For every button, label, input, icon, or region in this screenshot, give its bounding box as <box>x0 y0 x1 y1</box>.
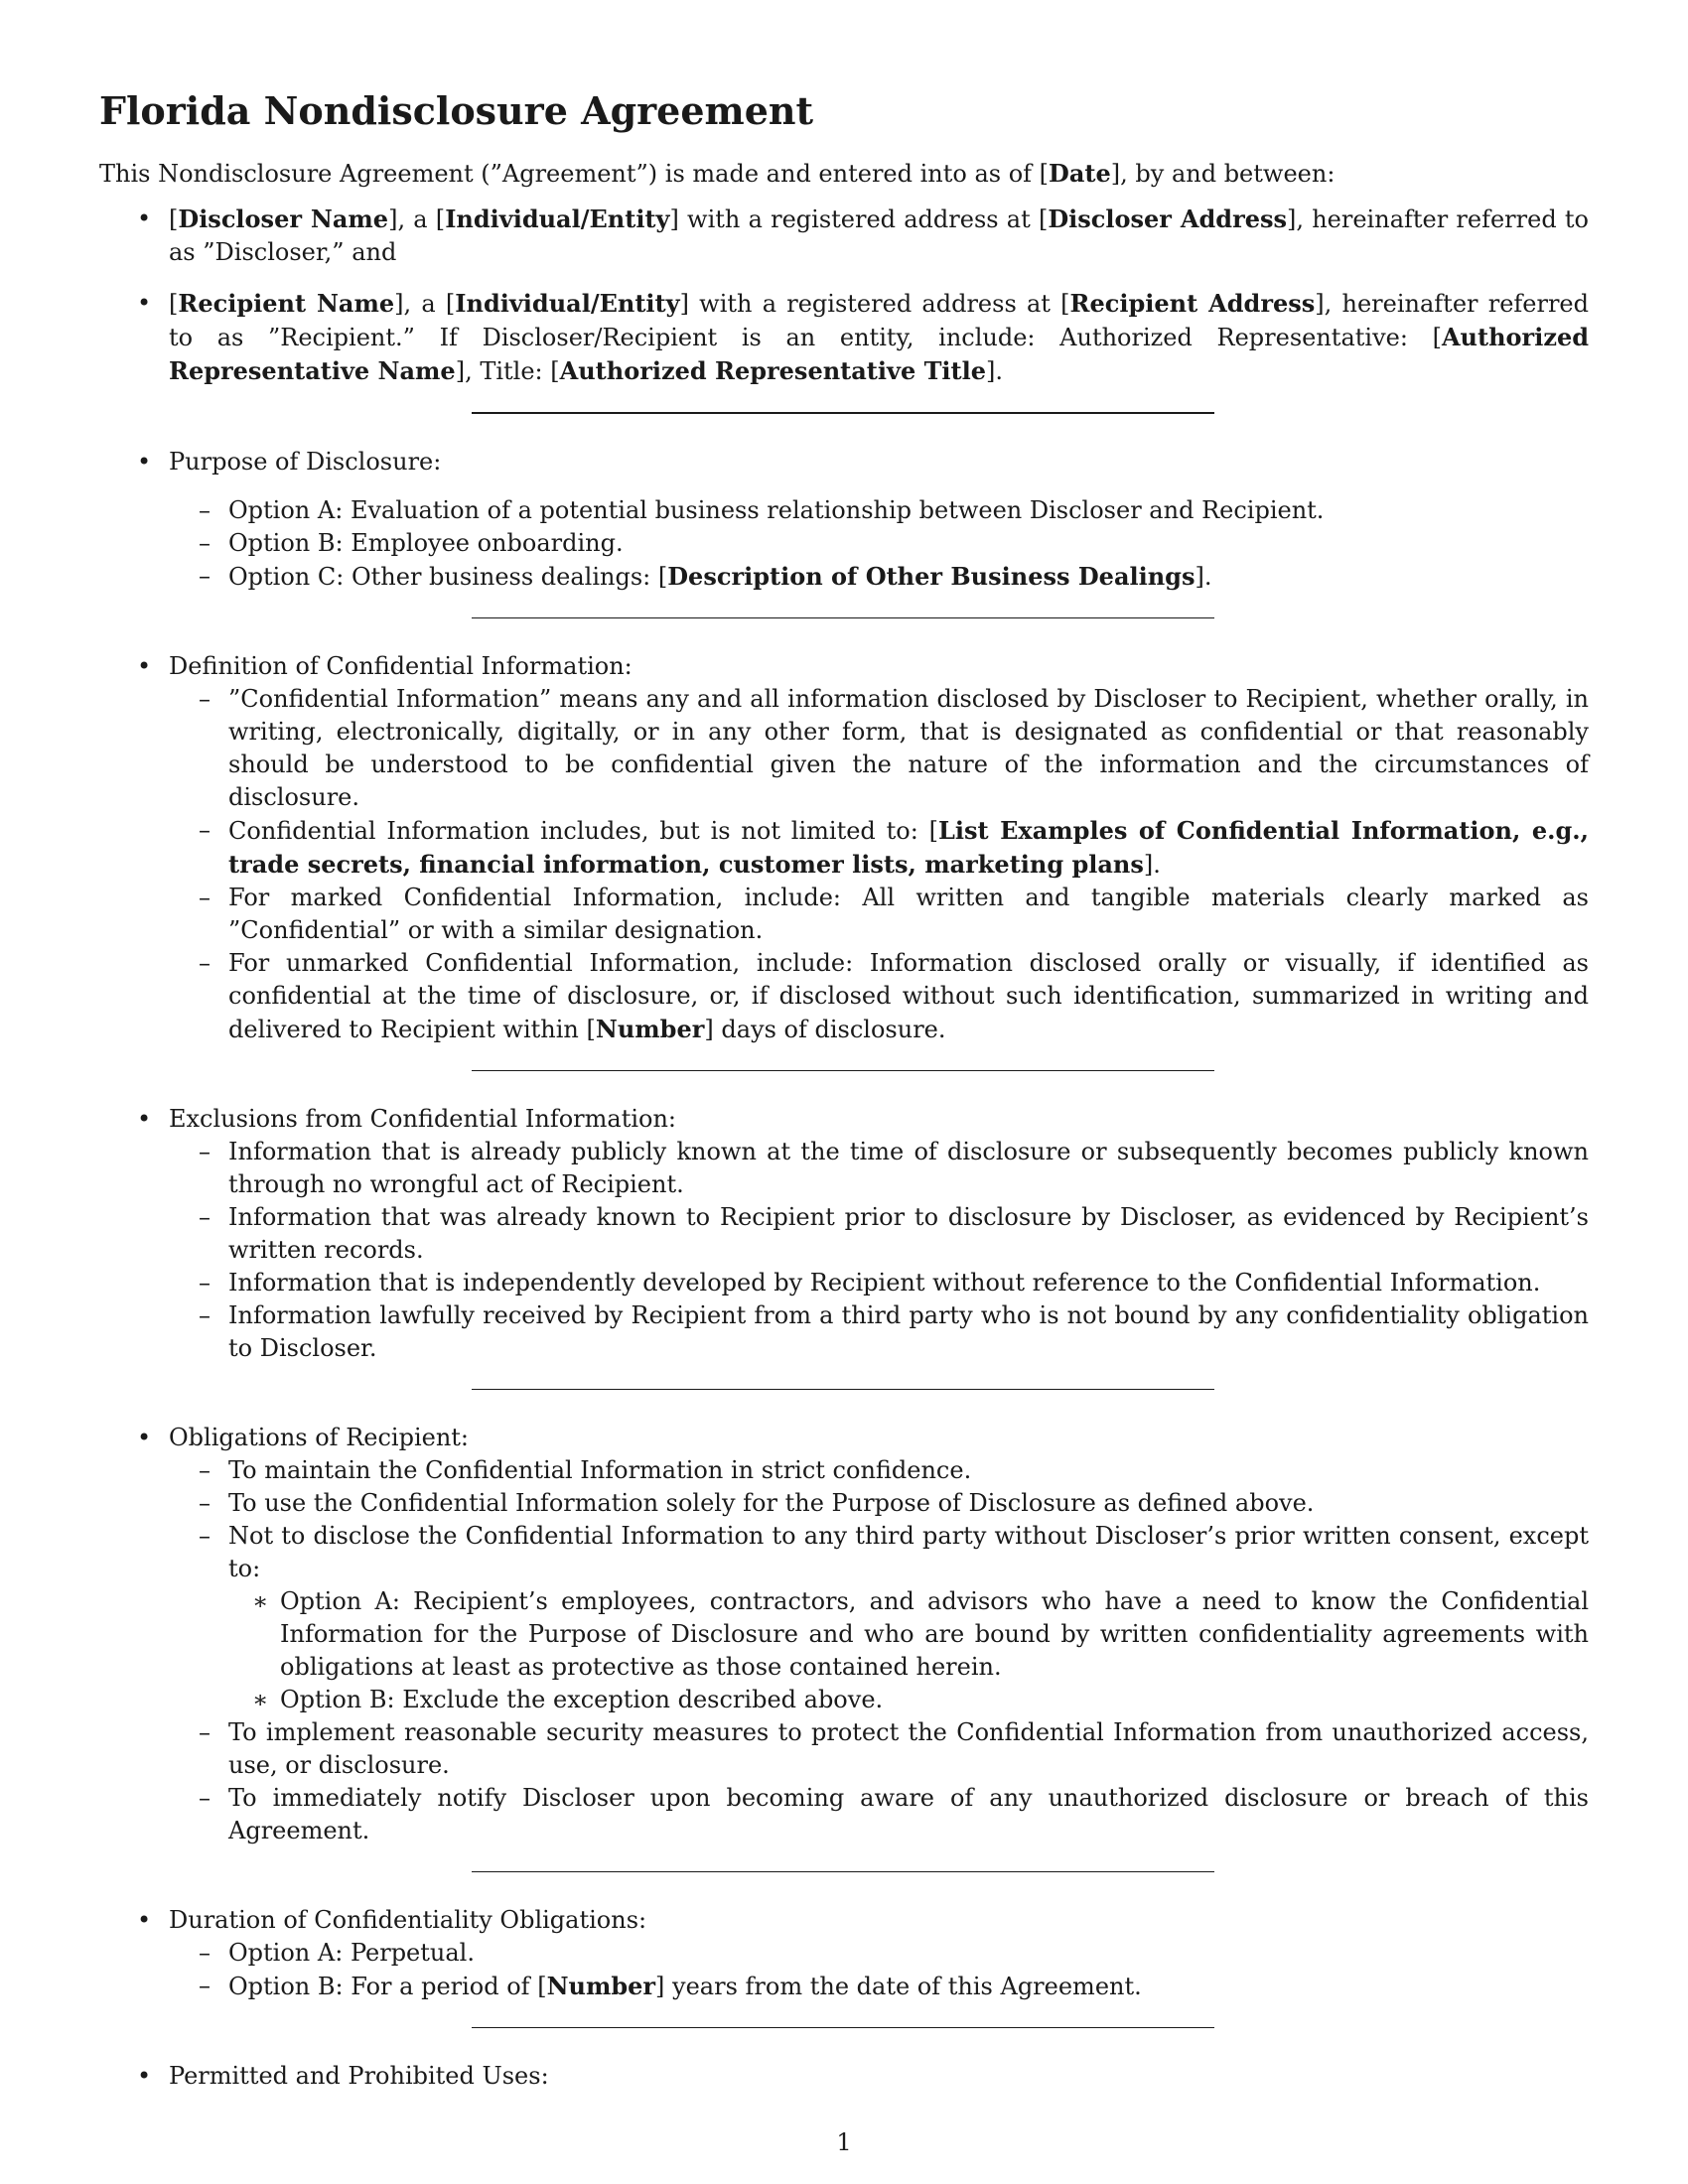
definition-item <box>99 650 1589 1046</box>
uses-heading: Permitted and Prohibited Uses: <box>169 2062 549 2090</box>
obligations-heading: Obligations of Recipient: <box>169 1424 470 1451</box>
exclusion-item: – Information lawfully received by Recipient from a third party who is not bound by any confidentiality obligation to Discloser. <box>169 1299 1589 1365</box>
section-divider <box>472 2027 1214 2028</box>
exception-options <box>228 1585 1589 1716</box>
exclusions-section <box>99 1103 1589 1365</box>
obligation-item-4: – To implement reasonable security measures to protect the Confidential Information from unauthorized access, use, or disclosure. <box>169 1716 1589 1782</box>
discloser-type-field: Individual/Entity <box>445 205 670 233</box>
discloser-party: • [Discloser Name], a [Individual/Entity] with a registered address at [Discloser Address], hereinafter referred to as ”Discloser,” and <box>99 203 1589 269</box>
exclusion-item: – Information that is already publicly known at the time of disclosure or subsequently becomes publicly known through no wrongful act of Recipient. <box>169 1136 1589 1201</box>
duration-option-b: – Option B: For a period of [Number] years from the date of this Agreement. <box>169 1970 1589 2003</box>
definition-list <box>169 683 1589 1046</box>
section-divider <box>472 1389 1214 1390</box>
date-field: Date <box>1049 159 1111 188</box>
other-dealings-field: Description of Other Business Dealings <box>667 562 1196 591</box>
exception-option-a: ∗ Option A: Recipient’s employees, contractors, and advisors who have a need to know the Confidential Information for the Purpose of Disclosure and who are bound by written confidentiality agreements with obligations at least as protective as those contained herein. <box>228 1585 1589 1684</box>
purpose-item <box>99 446 1589 594</box>
examples-field: List Examples of Confidential Information, e.g., trade secrets, financial information, customer lists, marketing plans <box>228 816 1590 879</box>
purpose-option-b: – Option B: Employee onboarding. <box>169 527 1589 560</box>
intro-paragraph: This Nondisclosure Agreement (”Agreement”) is made and entered into as of [Date], by and between: <box>99 159 1336 188</box>
obligation-item-1: – To maintain the Confidential Information in strict confidence. <box>169 1454 1589 1487</box>
definition-item-4: – For unmarked Confidential Information, include: Information disclosed orally or visually, if identified as confidential at the time of disclosure, or, if disclosed without such identification, summarized in writing and delivered to Recipient within [Number] days of disclosure. <box>169 947 1589 1046</box>
duration-options <box>169 1937 1589 2003</box>
obligations-item <box>99 1422 1589 1847</box>
exclusions-heading: Exclusions from Confidential Information: <box>169 1105 677 1133</box>
obligation-item-5: – To immediately notify Discloser upon becoming aware of any unauthorized disclosure or breach of this Agreement. <box>169 1782 1589 1847</box>
definition-item-2: – Confidential Information includes, but is not limited to: [List Examples of Confidential Information, e.g., trade secrets, financial information, customer lists, marketing plans]. <box>169 814 1589 882</box>
exclusion-item: – Information that was already known to Recipient prior to disclosure by Discloser, as evidenced by Recipient’s written records. <box>169 1201 1589 1267</box>
obligations-list <box>169 1454 1589 1847</box>
section-divider <box>472 617 1214 618</box>
obligation-item-3: – Not to disclose the Confidential Information to any third party without Discloser’s prior written consent, except to: ∗ Option A: Recipient’s employees, contractors, and advisors who have a need to know the Confidential Information for the Purpose of Disclosure and who are bound by written confidentiality agreements with obligations at least as protective as those contained herein. ∗ Option B: Exclude the exception described above. <box>169 1520 1589 1716</box>
recipient-name-field: Recipient Name <box>178 289 395 318</box>
purpose-option-a: – Option A: Evaluation of a potential business relationship between Discloser and Recipient. <box>169 494 1589 527</box>
years-number-field: Number <box>546 1972 656 2000</box>
definition-item-3: – For marked Confidential Information, include: All written and tangible materials clearly marked as ”Confidential” or with a similar designation. <box>169 882 1589 947</box>
definition-heading: Definition of Confidential Information: <box>169 652 633 680</box>
exclusions-list <box>169 1136 1589 1365</box>
rep-name-field: Authorized Representative Name <box>169 323 1589 385</box>
document-title: Florida Nondisclosure Agreement <box>99 88 814 133</box>
rep-title-field: Authorized Representative Title <box>559 356 987 385</box>
uses-section <box>99 2060 1589 2093</box>
obligation-item-2: – To use the Confidential Information solely for the Purpose of Disclosure as defined above. <box>169 1487 1589 1520</box>
uses-item <box>99 2060 1589 2093</box>
duration-heading: Duration of Confidentiality Obligations: <box>169 1906 647 1934</box>
exception-option-b: ∗ Option B: Exclude the exception described above. <box>228 1684 1589 1716</box>
days-number-field: Number <box>595 1015 705 1043</box>
purpose-heading: Purpose of Disclosure: <box>169 448 442 476</box>
duration-item <box>99 1904 1589 2003</box>
recipient-type-field: Individual/Entity <box>455 289 680 318</box>
exclusion-item: – Information that is independently developed by Recipient without reference to the Confidential Information. <box>169 1267 1589 1299</box>
purpose-options <box>169 494 1589 594</box>
recipient-party: • [Recipient Name], a [Individual/Entity] with a registered address at [Recipient Address], hereinafter referred to as ”Recipient.” If Discloser/Recipient is an entity, include: Authorized Representative: [Authorized Representative Name], Title: [Authorized Representative Title]. <box>99 287 1589 388</box>
duration-section <box>99 1904 1589 2003</box>
section-divider <box>472 1070 1214 1071</box>
duration-option-a: – Option A: Perpetual. <box>169 1937 1589 1970</box>
section-divider <box>472 1871 1214 1872</box>
obligations-section <box>99 1422 1589 1847</box>
document-page <box>99 87 1589 2111</box>
discloser-address-field: Discloser Address <box>1048 205 1288 233</box>
parties-list <box>99 203 1589 388</box>
section-divider <box>472 412 1214 414</box>
page-number: 1 <box>836 2128 852 2156</box>
purpose-option-c: – Option C: Other business dealings: [Description of Other Business Dealings]. <box>169 560 1589 594</box>
exclusions-item <box>99 1103 1589 1365</box>
recipient-address-field: Recipient Address <box>1069 289 1316 318</box>
definition-section <box>99 650 1589 1046</box>
discloser-name-field: Discloser Name <box>178 205 389 233</box>
purpose-section <box>99 446 1589 594</box>
definition-item-1: – ”Confidential Information” means any and all information disclosed by Discloser to Recipient, whether orally, in writing, electronically, digitally, or in any other form, that is designated as confidential or that reasonably should be understood to be confidential given the nature of the information and the circumstances of disclosure. <box>169 683 1589 814</box>
